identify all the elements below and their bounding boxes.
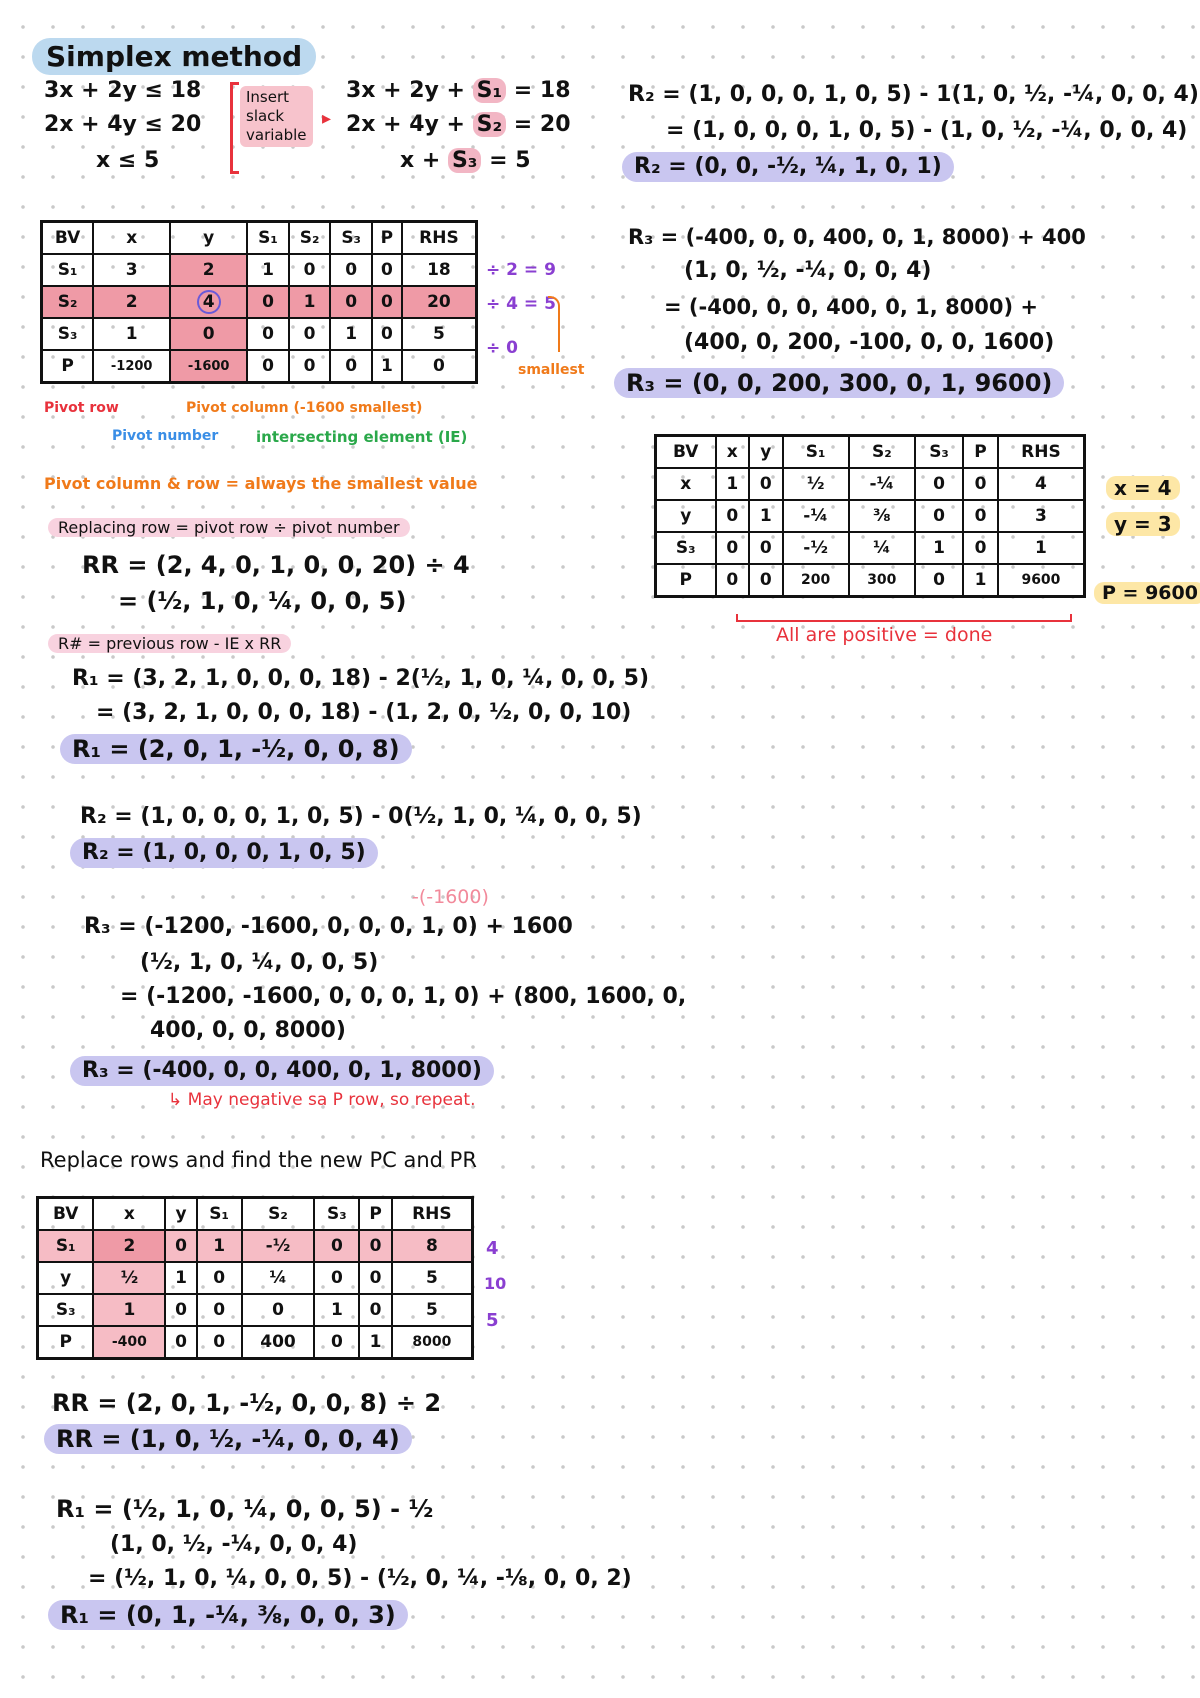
r3-step-2: (½, 1, 0, ¼, 0, 0, 5) bbox=[140, 950, 379, 975]
table-cell: 0 bbox=[359, 1230, 391, 1262]
table-cell: 0 bbox=[749, 468, 783, 500]
constraint-1: 3x + 2y ≤ 18 bbox=[44, 78, 202, 103]
r2b-step-2: = (1, 0, 0, 0, 1, 0, 5) - (1, 0, ½, -¼, 0, 0, 4) bbox=[666, 118, 1188, 143]
table-cell: 2 bbox=[170, 254, 247, 286]
table-header: y bbox=[170, 222, 247, 255]
page-title: Simplex method bbox=[32, 38, 316, 75]
table-cell: 0 bbox=[359, 1294, 391, 1326]
pivot-row-label: Pivot row bbox=[44, 400, 119, 416]
second-tableau bbox=[36, 1196, 474, 1360]
rr2-result: RR = (1, 0, ½, -¼, 0, 0, 4) bbox=[44, 1424, 412, 1454]
slack-note-line: Insert bbox=[246, 88, 290, 106]
table-cell: 18 bbox=[402, 254, 477, 286]
ratio: ÷ 0 bbox=[486, 338, 518, 358]
table-cell: 0 bbox=[289, 254, 331, 286]
r2b-step-1: R₂ = (1, 0, 0, 0, 1, 0, 5) - 1(1, 0, ½, -¼, 0, 0, 4) bbox=[628, 82, 1199, 107]
slack-variable: S₁ bbox=[473, 78, 506, 103]
pivot-number: 2 bbox=[93, 1230, 165, 1262]
table-header-row bbox=[42, 222, 477, 255]
r3-note: -(-1600) bbox=[412, 886, 489, 908]
table-cell: 400 bbox=[242, 1326, 315, 1359]
table-cell: -¼ bbox=[849, 468, 915, 500]
table-row bbox=[38, 1326, 473, 1359]
table-cell: S₃ bbox=[42, 318, 94, 350]
table-cell: ⅜ bbox=[849, 500, 915, 532]
table-cell: 0 bbox=[242, 1294, 315, 1326]
table-cell: ½ bbox=[783, 468, 849, 500]
table-header-row bbox=[38, 1198, 473, 1231]
constraint-2: 2x + 4y ≤ 20 bbox=[44, 112, 202, 137]
row-rule: R# = previous row - IE x RR bbox=[48, 634, 291, 653]
table-cell: 1 bbox=[93, 318, 170, 350]
table-cell: 1 bbox=[93, 1294, 165, 1326]
ratio: 5 bbox=[486, 1310, 499, 1331]
table-cell: 0 bbox=[716, 500, 750, 532]
table-cell: ½ bbox=[93, 1262, 165, 1294]
table-cell: 0 bbox=[197, 1262, 242, 1294]
table-cell: 20 bbox=[402, 286, 477, 318]
table-cell: S₁ bbox=[42, 254, 94, 286]
table-row bbox=[656, 564, 1085, 597]
table-cell: 1 bbox=[197, 1230, 242, 1262]
table-header: S₂ bbox=[849, 436, 915, 469]
table-cell: P bbox=[38, 1326, 94, 1359]
pivot-column-label: Pivot column (-1600 smallest) bbox=[186, 400, 423, 416]
table-row bbox=[38, 1294, 473, 1326]
done-label: All are positive = done bbox=[776, 624, 993, 646]
table-cell: y bbox=[656, 500, 716, 532]
table-cell: 0 bbox=[314, 1230, 359, 1262]
table-cell: 1 bbox=[289, 286, 331, 318]
table-header: S₂ bbox=[289, 222, 331, 255]
table-row bbox=[42, 350, 477, 383]
table-cell: 0 bbox=[963, 468, 998, 500]
table-cell: 0 bbox=[963, 532, 998, 564]
table-cell: -½ bbox=[783, 532, 849, 564]
table-header: P bbox=[963, 436, 998, 469]
table-header: S₁ bbox=[247, 222, 289, 255]
r3b-step-1: R₃ = (-400, 0, 0, 400, 0, 1, 8000) + 400 bbox=[628, 225, 1086, 249]
table-cell: 0 bbox=[247, 350, 289, 383]
slack-variable: S₃ bbox=[448, 148, 481, 173]
final-tableau bbox=[654, 434, 1086, 598]
r1b-step-3: = (½, 1, 0, ¼, 0, 0, 5) - (½, 0, ¼, -⅛, 0, 0, 2) bbox=[88, 1566, 632, 1591]
table-cell: 4 bbox=[998, 468, 1085, 500]
table-cell: 0 bbox=[330, 350, 372, 383]
table-header: S₃ bbox=[915, 436, 963, 469]
arrow-icon: ▸ bbox=[322, 108, 332, 129]
table-cell: 0 bbox=[330, 254, 372, 286]
table-cell: 1 bbox=[963, 564, 998, 597]
r2-step: R₂ = (1, 0, 0, 0, 1, 0, 5) - 0(½, 1, 0, ¼, 0, 0, 5) bbox=[80, 804, 642, 829]
table-row bbox=[42, 254, 477, 286]
table-header: x bbox=[716, 436, 750, 469]
table-row bbox=[656, 532, 1085, 564]
table-cell: 1 bbox=[165, 1262, 196, 1294]
r3-comment bbox=[168, 1090, 476, 1110]
table-cell: 0 bbox=[170, 318, 247, 350]
r3-step-1: R₃ = (-1200, -1600, 0, 0, 0, 1, 0) + 1600 bbox=[84, 914, 573, 939]
table-cell: 3 bbox=[998, 500, 1085, 532]
table-cell: 0 bbox=[716, 564, 750, 597]
table-cell: 0 bbox=[197, 1326, 242, 1359]
r1-step-1: R₁ = (3, 2, 1, 0, 0, 0, 18) - 2(½, 1, 0, ¼, 0, 0, 5) bbox=[72, 666, 650, 691]
pivot-number-cell bbox=[170, 286, 247, 318]
table-cell: S₃ bbox=[656, 532, 716, 564]
answer-x: x = 4 bbox=[1106, 476, 1180, 500]
table-row-pivot bbox=[38, 1230, 473, 1262]
table-cell: 1 bbox=[915, 532, 963, 564]
table-row bbox=[656, 468, 1085, 500]
r3-step-3: = (-1200, -1600, 0, 0, 0, 1, 0) + (800, 1600, 0, bbox=[120, 984, 687, 1009]
table-header: P bbox=[372, 222, 402, 255]
table-cell: 0 bbox=[165, 1294, 196, 1326]
r3b-step-2: (1, 0, ½, -¼, 0, 0, 4) bbox=[684, 258, 932, 283]
table-cell: 0 bbox=[915, 564, 963, 597]
table-cell: S₃ bbox=[38, 1294, 94, 1326]
table-cell: 0 bbox=[247, 286, 289, 318]
arrow-icon: ↳ bbox=[168, 1090, 188, 1110]
table-cell: S₁ bbox=[38, 1230, 94, 1262]
bracket-icon bbox=[548, 296, 560, 352]
table-cell: 0 bbox=[314, 1326, 359, 1359]
table-cell: 1 bbox=[998, 532, 1085, 564]
section-2-title: Replace rows and find the new PC and PR bbox=[40, 1148, 477, 1172]
rr-step-1: RR = (2, 4, 0, 1, 0, 0, 20) ÷ 4 bbox=[82, 551, 470, 579]
ratio: ÷ 4 = 5 bbox=[486, 294, 556, 314]
table-header: RHS bbox=[392, 1198, 473, 1231]
table-cell: 0 bbox=[963, 500, 998, 532]
rr2-step-1: RR = (2, 0, 1, -½, 0, 0, 8) ÷ 2 bbox=[52, 1389, 442, 1417]
slack-equation-1: 3x + 2y + S₁ = 18 bbox=[346, 78, 571, 103]
table-cell: P bbox=[656, 564, 716, 597]
ratio: 4 bbox=[486, 1238, 499, 1259]
r1b-step-1: R₁ = (½, 1, 0, ¼, 0, 0, 5) - ½ bbox=[56, 1495, 434, 1523]
table-cell: 0 bbox=[359, 1262, 391, 1294]
slack-note-line: variable bbox=[246, 126, 307, 144]
table-header: y bbox=[749, 436, 783, 469]
ratio: ÷ 2 = 9 bbox=[486, 260, 556, 280]
table-cell: 0 bbox=[402, 350, 477, 383]
table-row bbox=[42, 318, 477, 350]
table-cell: -¼ bbox=[783, 500, 849, 532]
table-cell: 0 bbox=[165, 1230, 196, 1262]
r3-comment-text: May negative sa P row, so repeat. bbox=[187, 1090, 476, 1110]
table-cell: x bbox=[656, 468, 716, 500]
table-cell: 9600 bbox=[998, 564, 1085, 597]
table-header-row bbox=[656, 436, 1085, 469]
pivot-number: 4 bbox=[197, 290, 221, 314]
table-header: BV bbox=[42, 222, 94, 255]
table-header: S₂ bbox=[242, 1198, 315, 1231]
table-cell: 1 bbox=[359, 1326, 391, 1359]
table-cell: P bbox=[42, 350, 94, 383]
r3-result: R₃ = (-400, 0, 0, 400, 0, 1, 8000) bbox=[70, 1056, 494, 1086]
table-cell: 1 bbox=[372, 350, 402, 383]
table-cell: 5 bbox=[402, 318, 477, 350]
pivot-number-label: Pivot number bbox=[112, 428, 219, 444]
table-header: P bbox=[359, 1198, 391, 1231]
intersecting-label: intersecting element (IE) bbox=[256, 428, 468, 446]
table-cell: 300 bbox=[849, 564, 915, 597]
table-row bbox=[656, 500, 1085, 532]
table-cell: 0 bbox=[197, 1294, 242, 1326]
answer-y: y = 3 bbox=[1106, 512, 1180, 536]
table-cell: S₂ bbox=[42, 286, 94, 318]
table-header: S₁ bbox=[197, 1198, 242, 1231]
table-cell: 1 bbox=[247, 254, 289, 286]
smallest-label: smallest bbox=[518, 362, 585, 378]
r3-step-4: 400, 0, 0, 8000) bbox=[150, 1018, 346, 1043]
r3b-step-4: (400, 0, 200, -100, 0, 0, 1600) bbox=[684, 330, 1055, 355]
table-cell: 1 bbox=[330, 318, 372, 350]
table-cell: 0 bbox=[372, 254, 402, 286]
table-header: S₃ bbox=[314, 1198, 359, 1231]
table-header: BV bbox=[38, 1198, 94, 1231]
table-header: y bbox=[165, 1198, 196, 1231]
rr-step-2: = (½, 1, 0, ¼, 0, 0, 5) bbox=[118, 587, 407, 615]
table-row-pivot bbox=[42, 286, 477, 318]
r2-result: R₂ = (1, 0, 0, 0, 1, 0, 5) bbox=[70, 838, 378, 868]
table-cell: 0 bbox=[247, 318, 289, 350]
r3b-result: R₃ = (0, 0, 200, 300, 0, 1, 9600) bbox=[614, 368, 1064, 398]
table-cell: 0 bbox=[289, 318, 331, 350]
r1-step-2: = (3, 2, 1, 0, 0, 0, 18) - (1, 2, 0, ½, 0, 0, 10) bbox=[96, 700, 632, 725]
table-row bbox=[38, 1262, 473, 1294]
table-cell: 0 bbox=[749, 564, 783, 597]
table-cell: 8000 bbox=[392, 1326, 473, 1359]
slack-note bbox=[240, 86, 313, 147]
table-cell: 0 bbox=[165, 1326, 196, 1359]
table-cell: 0 bbox=[716, 532, 750, 564]
pivot-rule: Pivot column & row = always the smallest value bbox=[44, 474, 478, 493]
ratio: 10 bbox=[484, 1274, 507, 1293]
r1-result: R₁ = (2, 0, 1, -½, 0, 0, 8) bbox=[60, 734, 412, 764]
slack-variable: S₂ bbox=[473, 112, 506, 137]
table-cell: -1200 bbox=[93, 350, 170, 383]
table-cell: 5 bbox=[392, 1294, 473, 1326]
r1b-result: R₁ = (0, 1, -¼, ⅜, 0, 0, 3) bbox=[48, 1600, 408, 1630]
table-cell: 200 bbox=[783, 564, 849, 597]
table-header: x bbox=[93, 222, 170, 255]
table-header: RHS bbox=[998, 436, 1085, 469]
table-cell: 5 bbox=[392, 1262, 473, 1294]
initial-tableau bbox=[40, 220, 478, 384]
table-header: S₁ bbox=[783, 436, 849, 469]
slack-note-line: slack bbox=[246, 107, 285, 125]
slack-equation-2: 2x + 4y + S₂ = 20 bbox=[346, 112, 571, 137]
table-cell: -1600 bbox=[170, 350, 247, 383]
slack-equation-3: x + S₃ = 5 bbox=[400, 148, 531, 173]
table-cell: 3 bbox=[93, 254, 170, 286]
table-header: x bbox=[93, 1198, 165, 1231]
r3b-step-3: = (-400, 0, 0, 400, 0, 1, 8000) + bbox=[664, 295, 1039, 319]
table-cell: 0 bbox=[915, 500, 963, 532]
table-cell: 1 bbox=[749, 500, 783, 532]
table-header: BV bbox=[656, 436, 716, 469]
constraint-3: x ≤ 5 bbox=[96, 148, 160, 173]
table-cell: 1 bbox=[314, 1294, 359, 1326]
table-cell: ¼ bbox=[242, 1262, 315, 1294]
r2b-result: R₂ = (0, 0, -½, ¼, 1, 0, 1) bbox=[622, 152, 954, 182]
table-cell: 0 bbox=[330, 286, 372, 318]
done-bracket bbox=[736, 614, 1072, 622]
table-cell: 2 bbox=[93, 286, 170, 318]
constraint-bracket bbox=[230, 82, 239, 174]
table-cell: 0 bbox=[915, 468, 963, 500]
table-cell: 0 bbox=[372, 318, 402, 350]
table-cell: 0 bbox=[749, 532, 783, 564]
table-header: S₃ bbox=[330, 222, 372, 255]
table-cell: 0 bbox=[372, 286, 402, 318]
table-header: RHS bbox=[402, 222, 477, 255]
r1b-step-2: (1, 0, ½, -¼, 0, 0, 4) bbox=[110, 1532, 358, 1557]
table-cell: 8 bbox=[392, 1230, 473, 1262]
table-cell: 1 bbox=[716, 468, 750, 500]
replacing-rule: Replacing row = pivot row ÷ pivot number bbox=[48, 518, 410, 537]
answer-p: P = 9600 bbox=[1094, 582, 1200, 604]
table-cell: -400 bbox=[93, 1326, 165, 1359]
table-cell: y bbox=[38, 1262, 94, 1294]
table-cell: ¼ bbox=[849, 532, 915, 564]
table-cell: 0 bbox=[289, 350, 331, 383]
table-cell: -½ bbox=[242, 1230, 315, 1262]
table-cell: 0 bbox=[314, 1262, 359, 1294]
